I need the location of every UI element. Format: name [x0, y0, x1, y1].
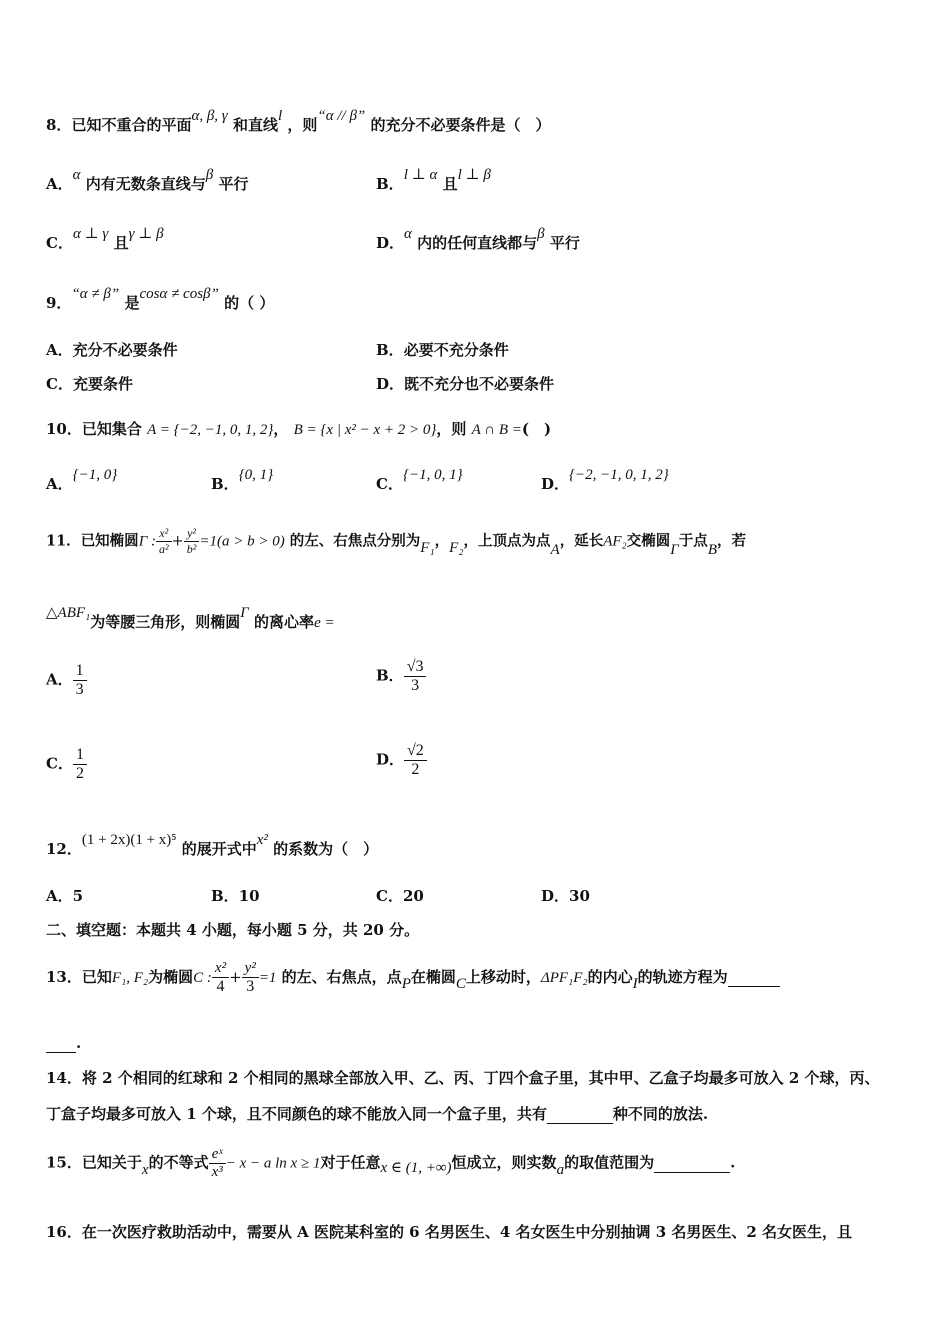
q8-math-parallel: “α // β”: [317, 108, 366, 124]
q11-text: ，延长: [559, 532, 604, 550]
q14-text: 丁盒子均最多可放入 1 个球，且不同颜色的球不能放入同一个盒子里，共有: [46, 1105, 547, 1123]
option-fraction: [404, 658, 427, 695]
q11-math: =1(a > b > 0): [199, 533, 285, 550]
q8-option-b: [376, 167, 491, 194]
q13-math: I: [632, 976, 638, 992]
q13-math: C: [455, 976, 466, 992]
q13-text: .: [76, 1034, 82, 1052]
q12-stem: [46, 832, 379, 859]
q13-stem: 13．已知F₁, F₂为椭圆C : $\frac{\text{x²}}{4}$ + $\frac{\text{y²}}{3}$ =1 的左、右焦点，点P在椭圆C上移动时，ΔPF₁F₂的内心I的轨迹方程为: [46, 960, 780, 996]
option-text: 充分不必要条件: [72, 341, 178, 359]
q15-fraction: [209, 1146, 226, 1181]
option-label: A．: [46, 475, 73, 493]
q15-text: 的不等式: [148, 1153, 209, 1172]
option-math: l ⊥ β: [457, 167, 491, 183]
fraction-denominator: x³: [211, 1164, 223, 1180]
q10-math-set-a: A = {−2, −1, 0, 1, 2}: [147, 422, 274, 438]
q9-text: 是: [124, 294, 140, 312]
q11-text: 已知椭圆: [80, 532, 139, 550]
q11-text: 的离心率: [254, 613, 315, 631]
q15-math: x ∈ (1, +∞): [380, 1159, 452, 1176]
q12-text: 的系数为（ ）: [273, 840, 379, 858]
q11-option-b: [376, 658, 426, 695]
q13-text: 在椭圆: [410, 968, 456, 986]
q11-stem: 11．已知椭圆Γ : $\frac{\text{x²}}{\text{a²}}$ + $\frac{\text{y²}}{\text{b²}}$ =1(a > b > 0) 的左、右焦点分别为F₁，F₂，上顶点为点A，延长AF₂交椭圆Γ于点B，若: [46, 526, 746, 558]
q15-number: 15．: [46, 1153, 82, 1172]
q15-text: .: [730, 1153, 736, 1172]
q8-math-planes: α, β, γ: [191, 108, 228, 124]
q14-number: 14．: [46, 1069, 82, 1087]
q9-number: 9．: [46, 294, 72, 312]
q12-option-d: [541, 885, 590, 906]
q10-option-c: [376, 467, 463, 494]
fraction-numerator: √2: [404, 742, 427, 761]
option-math: α: [404, 226, 412, 242]
fraction-denominator: b²: [186, 542, 197, 556]
fraction-numerator: x²: [156, 526, 172, 542]
option-label: D．: [541, 475, 570, 493]
q13-math: ΔPF₁F₂: [540, 970, 588, 986]
option-text: 30: [569, 887, 590, 905]
fraction-numerator: 1: [73, 662, 87, 681]
q10-stem: [46, 418, 551, 439]
option-label: C．: [46, 234, 73, 252]
option-label: B．: [376, 341, 404, 359]
option-fraction: [73, 662, 87, 699]
q8-option-d: [376, 226, 580, 253]
option-label: C．: [376, 475, 403, 493]
option-label: C．: [376, 887, 403, 905]
option-text: 5: [72, 887, 84, 905]
option-math: α ⊥ γ: [72, 226, 109, 242]
option-label: C．: [46, 754, 73, 773]
option-label: B．: [376, 666, 404, 685]
q10-text: ( ): [521, 420, 552, 438]
q13-continuation: [46, 1034, 81, 1053]
q8-option-c: [46, 226, 164, 253]
fraction-denominator: 4: [216, 978, 225, 995]
q12-option-c: [376, 885, 424, 906]
q11-text: 交椭圆: [626, 532, 671, 550]
q10-text: ，: [273, 420, 289, 438]
q15-text: 已知关于: [81, 1153, 142, 1172]
q8-option-a: [46, 167, 249, 194]
option-text: 内的任何直线都与: [417, 234, 538, 252]
option-label: B．: [211, 887, 239, 905]
q13-fraction-x: [212, 960, 229, 996]
q14-stem: [46, 1067, 880, 1088]
fraction-numerator: 1: [73, 746, 87, 765]
fraction-numerator: y²: [184, 526, 200, 542]
q10-math: A ∩ B =: [471, 422, 522, 438]
q11-text: ，上顶点为点: [463, 532, 551, 550]
q12-math: (1 + 2x)(1 + x)⁵: [81, 832, 177, 848]
section-heading: 二、填空题：本题共 4 小题，每小题 5 分，共 20 分。: [46, 921, 420, 939]
option-label: A．: [46, 341, 73, 359]
option-label: A．: [46, 670, 73, 689]
option-label: B．: [211, 475, 239, 493]
q11-math: B: [707, 541, 717, 558]
option-math: β: [537, 226, 545, 242]
q11-math: F₂: [449, 539, 464, 556]
fraction-numerator: y²: [242, 960, 259, 978]
q13-number: 13．: [46, 968, 82, 986]
q13-text: 上移动时，: [465, 968, 541, 986]
option-text: 平行: [218, 175, 249, 193]
option-fraction: [404, 742, 427, 779]
q9-option-d: [376, 373, 554, 394]
q8-number: 8．: [46, 116, 72, 134]
option-label: B．: [376, 175, 404, 193]
q8-stem: [46, 108, 551, 135]
option-label: D．: [376, 375, 405, 393]
q11-option-a: [46, 662, 87, 699]
option-math: l ⊥ α: [403, 167, 438, 183]
q15-answer-blank[interactable]: [654, 1154, 730, 1173]
q11-stem-line2: [46, 605, 335, 632]
q15-math: − x − a ln x ≥ 1: [225, 1155, 321, 1172]
q9-option-a: [46, 339, 178, 360]
q14-text: 种不同的放法.: [612, 1105, 709, 1123]
q10-number: 10．: [46, 420, 82, 438]
q11-math: △ABF₁: [46, 605, 91, 621]
option-math: α: [72, 167, 81, 183]
q11-option-c: [46, 746, 87, 783]
q15-text: 的取值范围为: [564, 1153, 655, 1172]
q13-math: C :: [193, 970, 212, 986]
q11-fraction-y: [184, 526, 200, 557]
q13-math: P: [401, 976, 411, 992]
option-label: C．: [46, 375, 73, 393]
fraction-denominator: a²: [158, 542, 169, 556]
q11-text: 为等腰三角形，则椭圆: [90, 613, 241, 631]
option-label: A．: [46, 887, 73, 905]
q11-option-d: [376, 742, 427, 779]
q15-text: 对于任意: [320, 1153, 381, 1172]
q11-math: Γ: [670, 541, 679, 558]
q10-option-b: [211, 467, 274, 494]
q13-fraction-y: [242, 960, 259, 996]
q13-answer-blank[interactable]: [728, 968, 780, 987]
q13-text: 为椭圆: [148, 968, 194, 986]
q14-stem-line2: [46, 1103, 708, 1124]
q15-stem: [46, 1146, 735, 1181]
q9-math: “α ≠ β”: [71, 286, 120, 302]
q11-text: 的左、右焦点分别为: [289, 532, 421, 550]
fraction-numerator: √3: [404, 658, 427, 677]
q13-text: 的内心: [587, 968, 633, 986]
q16-number: 16．: [46, 1223, 82, 1241]
fraction-numerator: x²: [212, 960, 229, 978]
option-math: {−1, 0}: [72, 467, 118, 483]
q11-text: ，: [434, 532, 450, 550]
fraction-denominator: 3: [411, 677, 420, 694]
q12-option-b: [211, 885, 260, 906]
option-math: {−2, −1, 0, 1, 2}: [569, 467, 669, 483]
q8-text: 已知不重合的平面: [71, 116, 192, 134]
q10-math-set-b: B = {x | x² − x + 2 > 0}: [293, 422, 437, 438]
q11-fraction-x: [156, 526, 172, 557]
option-math: {0, 1}: [238, 467, 274, 483]
q8-text: 和直线: [232, 116, 278, 134]
q11-math: Γ :: [138, 533, 156, 550]
q13-math: =1: [258, 970, 277, 986]
q15-math: x: [141, 1161, 149, 1178]
option-label: A．: [46, 175, 73, 193]
q10-option-d: [541, 467, 669, 494]
option-text: 充要条件: [72, 375, 133, 393]
q11-math: AF₂: [603, 533, 627, 550]
fraction-denominator: 3: [246, 978, 255, 995]
fraction-numerator: eˣ: [209, 1146, 226, 1164]
q9-text: 的（ ）: [224, 294, 275, 312]
q8-text: ，则: [287, 116, 318, 134]
q15-math: a: [556, 1161, 565, 1178]
q11-math: Γ: [240, 605, 249, 621]
q9-option-b: [376, 339, 509, 360]
q10-text: 已知集合: [81, 420, 142, 438]
q16-text: 在一次医疗救助活动中，需要从 A 医院某科室的 6 名男医生、4 名女医生中分别抽调 3 名男医生、2 名女医生，且: [81, 1223, 853, 1241]
q13-math: F₁, F₂: [111, 970, 149, 986]
option-text: 平行: [549, 234, 580, 252]
q12-option-a: [46, 885, 83, 906]
q11-math: F₁: [420, 539, 435, 556]
option-label: D．: [376, 750, 405, 769]
q13-text: 已知: [81, 968, 112, 986]
q13-text: 的轨迹方程为: [637, 968, 728, 986]
option-text: 20: [402, 887, 424, 905]
q13-answer-blank-cont[interactable]: [46, 1034, 76, 1053]
q9-stem: [46, 286, 275, 313]
q15-text: 恒成立，则实数: [451, 1153, 557, 1172]
option-fraction: [73, 746, 87, 783]
fraction-denominator: 3: [75, 681, 84, 698]
q8-text: 的充分不必要条件是（ ）: [370, 116, 551, 134]
q9-option-c: [46, 373, 133, 394]
option-text: 且: [113, 234, 129, 252]
q14-text: 将 2 个相同的红球和 2 个相同的黑球全部放入甲、乙、丙、丁四个盒子里，其中甲、乙盒子均最多可放入 2 个球，丙、: [81, 1069, 880, 1087]
q11-math: A: [550, 541, 560, 558]
q8-math-line: l: [277, 108, 283, 124]
q11-math: e =: [314, 615, 335, 631]
option-text: 且: [442, 175, 458, 193]
q10-option-a: [46, 467, 118, 494]
option-text: 10: [238, 887, 260, 905]
q11-number: 11．: [46, 532, 81, 550]
q9-math: cosα ≠ cosβ”: [139, 286, 219, 302]
option-label: D．: [541, 887, 570, 905]
option-math: β: [205, 167, 214, 183]
option-text: 内有无数条直线与: [85, 175, 206, 193]
q10-text: ，则: [436, 420, 467, 438]
option-text: 必要不充分条件: [403, 341, 509, 359]
q12-number: 12．: [46, 840, 82, 858]
q11-text: 于点: [678, 532, 708, 550]
q12-text: 的展开式中: [181, 840, 257, 858]
fraction-denominator: 2: [411, 761, 420, 778]
q12-math: x²: [256, 832, 268, 848]
option-math: {−1, 0, 1}: [402, 467, 463, 483]
q11-text: ，若: [716, 532, 746, 550]
option-label: D．: [376, 234, 405, 252]
option-text: 既不充分也不必要条件: [404, 375, 555, 393]
fraction-denominator: 2: [75, 765, 84, 782]
option-math: γ ⊥ β: [128, 226, 164, 242]
q16-stem: [46, 1221, 852, 1242]
q13-text: 的左、右焦点，点: [281, 968, 402, 986]
q14-answer-blank[interactable]: [547, 1105, 613, 1124]
